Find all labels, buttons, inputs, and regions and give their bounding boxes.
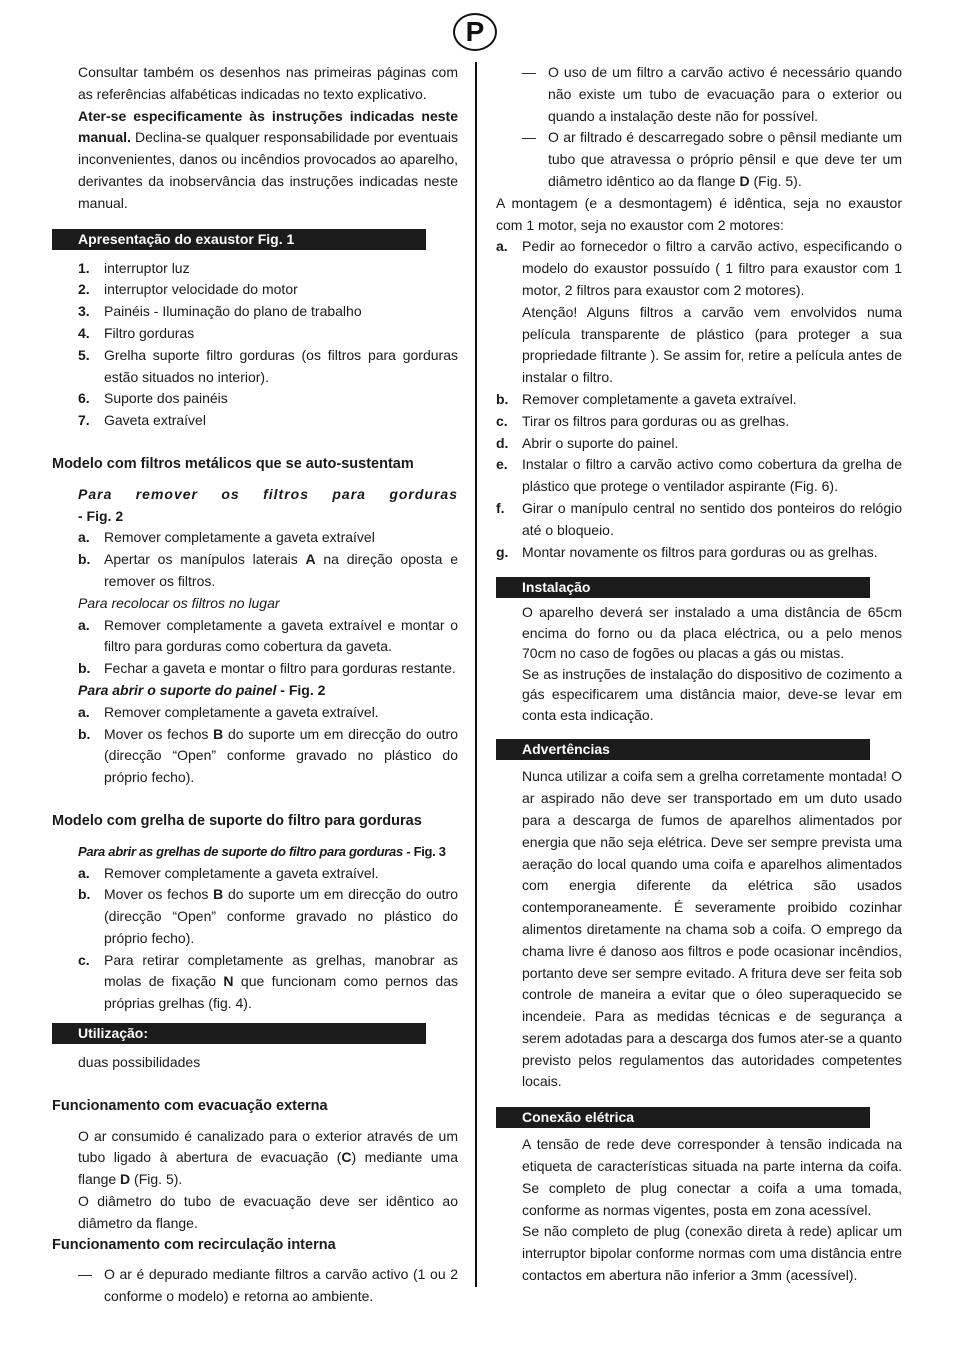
mounting-step — [496, 236, 902, 389]
grid-step-item — [52, 884, 458, 949]
remove-filters-fig: - Fig. 2 — [78, 507, 124, 524]
part-list-item — [52, 258, 458, 280]
mounting-paragraph: A montagem (e a desmontagem) é idêntica, seja no exaustor com 1 motor, seja no exaustor com 2 motores: — [496, 194, 902, 233]
external-evacuation-paragraph — [52, 1126, 458, 1191]
part-list-item — [52, 345, 458, 389]
item-text: Remover completamente a gaveta extraível. — [104, 864, 379, 881]
ext-ref-c: C — [341, 1149, 352, 1166]
open-step-item — [52, 702, 458, 724]
grid-step-item — [52, 950, 458, 1015]
item-marker: 5. — [78, 346, 90, 363]
section-title-usage: Utilização: — [52, 1023, 426, 1044]
disclaimer-paragraph — [52, 106, 458, 215]
remove-filters-title — [52, 484, 458, 528]
open-steps-list — [52, 702, 458, 789]
item-text: Tirar os filtros para gorduras ou as grelhas. — [522, 412, 790, 429]
item-text: Mover os fechos B do suporte um em direcção do outro (direcção “Open” conforme gravado no plástico do próprio fecho). — [104, 725, 458, 786]
model1-heading: Modelo com filtros metálicos que se auto-sustentam — [52, 455, 414, 472]
mounting-step — [496, 454, 902, 498]
item-text: Instalar o filtro a carvão activo como cobertura da grelha de plástico que protege o ventilador aspirante (Fig. 6). — [522, 456, 902, 495]
item-text: Fechar a gaveta e montar o filtro para gorduras restante. — [104, 660, 456, 677]
item-text: Mover os fechos B do suporte um em direcção do outro (direcção “Open” conforme gravado no plástico do próprio fecho). — [104, 886, 458, 946]
item-marker: b. — [78, 551, 91, 568]
item-marker: 7. — [78, 412, 90, 429]
replace-step-item — [52, 658, 458, 680]
item-text: interruptor velocidade do motor — [104, 281, 298, 298]
part-list-item — [52, 410, 458, 432]
recirculation-text: O ar é depurado mediante filtros a carvão activo (1 ou 2 conforme o modelo) e retorna ao ambiente. — [104, 1266, 458, 1305]
dash-symbol: — — [522, 64, 536, 80]
item-text: Montar novamente os filtros para gorduras ou as grelhas. — [522, 543, 878, 560]
item-text: Grelha suporte filtro gorduras (os filtros para gorduras estão situados no interior). — [104, 346, 458, 385]
section-title-electrical: Conexão elétrica — [496, 1107, 870, 1128]
item-text: Filtro gorduras — [104, 324, 195, 341]
section-title-installation: Instalação — [496, 577, 870, 598]
filtered-air-text-a: O ar filtrado é descarregado sobre o pênsil mediante um tubo que atravessa o próprio pênsil e que deve ter um diâmetro idêntico ao da flange — [548, 129, 902, 189]
part-list-item — [52, 279, 458, 301]
item-text: Apertar os manípulos laterais A na direção oposta e remover os filtros. — [104, 551, 459, 589]
open-panel-title — [52, 680, 458, 702]
step-text — [522, 236, 902, 389]
item-text: Remover completamente a gaveta extraível e montar o filtro para gorduras como cobertura da gaveta. — [104, 616, 458, 655]
usage-intro: duas possibilidades — [78, 1054, 201, 1071]
item-marker: a. — [78, 864, 90, 881]
external-evacuation-heading: Funcionamento com evacuação externa — [52, 1097, 328, 1114]
warnings-paragraph: Nunca utilizar a coifa sem a grelha corretamente montada! O ar aspirado não deve ser transportado em um duto usado para a descarga de fumos de aparelhos alimentados por energia que não seja elétrica. Deve ser sempre prevista uma aeração do local quando uma coifa e aparelhos alimentados com energia diferente da elétrica são usados contemporaneamente. É severamente proibido cozinhar alimentos diretamente na chama sob a coifa. O emprego da chama livre é danoso aos filtros e pode ocasionar incêndios, portanto deve ser sempre evitado. A fritura deve ser feita sob controle de maneira a evitar que o óleo superaquecido se incendeie. Para as medidas técnicas e de segurança a serem adotadas para a descarga dos fumos ater-se a quanto previsto pelos regulamentos das autoridades competentes locais. — [522, 768, 902, 1090]
installation-paragraph-2: Se as instruções de instalação do dispositivo de cozimento a gás especificarem uma distância maior, deve-se levar em conta esta indicação. — [522, 665, 902, 723]
section-title-presentation: Apresentação do exaustor Fig. 1 — [52, 229, 426, 250]
section-title-warnings: Advertências — [496, 739, 870, 760]
tube-diameter-paragraph: O diâmetro do tubo de evacuação deve ser idêntico ao diâmetro da flange. — [78, 1193, 458, 1231]
filtered-air-text-c: (Fig. 5). — [749, 172, 802, 189]
mounting-step — [496, 542, 902, 564]
item-marker: c. — [496, 412, 508, 429]
item-marker: a. — [78, 529, 90, 546]
part-list-item — [52, 388, 458, 410]
column-divider — [475, 62, 477, 1287]
mounting-steps-list — [496, 389, 902, 563]
open-panel-italic: Para abrir o suporte do painel — [78, 681, 277, 698]
item-marker: b. — [496, 390, 509, 407]
disclaimer-bold: Ater-se especificamente às instruções indicadas neste manual. — [78, 107, 458, 146]
dash-symbol: — — [522, 129, 536, 146]
item-marker: g. — [496, 543, 509, 560]
mounting-step — [496, 411, 902, 433]
part-list-item — [52, 301, 458, 323]
part-list-item — [52, 323, 458, 345]
item-marker: a. — [78, 616, 90, 633]
item-marker: c. — [78, 951, 90, 968]
item-marker: b. — [78, 660, 91, 677]
item-text: Gaveta extraível — [104, 412, 206, 429]
remove-step-item — [52, 549, 458, 593]
internal-recirculation-heading: Funcionamento com recirculação interna — [52, 1236, 336, 1253]
electrical-paragraph-2: Se não completo de plug (conexão direta à rede) aplicar um interruptor bipolar conforme normas com uma distância entre contactos em abertura não inferior a 3mm (acessível). — [522, 1223, 902, 1284]
open-step-item — [52, 724, 458, 789]
ext-ref-d: D — [120, 1171, 131, 1188]
right-column — [496, 62, 902, 1287]
filtered-air-text — [548, 127, 902, 192]
language-code: P — [465, 16, 485, 47]
item-text: Remover completamente a gaveta extraível. — [104, 703, 379, 720]
step-letter: a. — [496, 238, 508, 255]
dash-symbol: — — [78, 1266, 92, 1283]
item-marker: 2. — [78, 281, 90, 298]
mount-a-text: Pedir ao fornecedor o filtro a carvão activo, especificando o modelo do exaustor possuído ( 1 filtro para exaustor com 1 motor, 2 filtros para exaustor com 2 motores). — [522, 238, 902, 298]
open-grid-fig: - Fig. 3 — [402, 843, 446, 859]
ext-text-a: O ar consumido é canalizado para o exterior através de um tubo ligado à abertura de evacuação ( — [78, 1127, 458, 1166]
item-marker: b. — [78, 725, 91, 742]
replace-steps-list — [52, 615, 458, 680]
installation-paragraph-1: O aparelho deverá ser instalado a uma distância de 65cm encima do forno ou da placa eléctrica, ou a pelo menos 70cm no caso de fogões ou placas a gás ou mistas. — [522, 604, 902, 662]
item-text: Remover completamente a gaveta extraível. — [522, 390, 797, 407]
open-grid-italic: Para abrir as grelhas de suporte do filtro para gorduras — [78, 843, 403, 859]
mounting-step — [496, 433, 902, 455]
electrical-paragraph-1: A tensão de rede deve corresponder à tensão indicada na etiqueta de características situada na parte interna da coifa. Se completo de plug conectar a coifa a uma tomada, conforme as normas vigentes, posta em zona acessível. — [522, 1136, 902, 1218]
item-text: Suporte dos painéis — [104, 390, 228, 407]
remove-steps-list — [52, 527, 458, 592]
carbon-filter-dash-item — [496, 62, 902, 127]
remove-filters-italic: Para remover os filtros para gorduras — [78, 485, 458, 502]
intro-paragraph: Consultar também os desenhos nas primeiras páginas com as referências alfabéticas indicadas no texto explicativo. — [78, 64, 458, 102]
item-text: interruptor luz — [104, 259, 190, 276]
carbon-filter-text: O uso de um filtro a carvão activo é necessário quando não existe um tubo de evacuação para o exterior ou quando a instalação deste não for possível. — [548, 64, 902, 124]
item-marker: 3. — [78, 303, 90, 320]
open-panel-fig: - Fig. 2 — [276, 681, 326, 698]
replace-step-item — [52, 615, 458, 659]
item-marker: 6. — [78, 390, 90, 407]
mounting-step — [496, 389, 902, 411]
item-text: Abrir o suporte do painel. — [522, 434, 679, 451]
replace-filters-title: Para recolocar os filtros no lugar — [78, 594, 280, 611]
filtered-air-ref-d: D — [739, 172, 750, 189]
remove-step-item — [52, 527, 458, 549]
recirculation-dash-item — [52, 1264, 458, 1308]
item-marker: b. — [78, 886, 91, 903]
mounting-step — [496, 498, 902, 542]
item-marker: f. — [496, 499, 505, 516]
language-badge — [453, 13, 497, 51]
item-marker: 4. — [78, 324, 90, 341]
grid-step-item — [52, 863, 458, 885]
item-marker: d. — [496, 434, 509, 451]
item-text: Remover completamente a gaveta extraível — [104, 529, 375, 546]
model2-heading: Modelo com grelha de suporte do filtro para gorduras — [52, 812, 422, 829]
item-marker: a. — [78, 703, 90, 720]
disclaimer-text: Declina-se qualquer responsabilidade por eventuais inconvenientes, danos ou incêndios provocados ao aparelho, derivantes da inobservância das instruções indicadas neste manual. — [78, 129, 458, 211]
ext-text-c: ) mediante uma flange — [78, 1149, 458, 1188]
ext-text-e: (Fig. 5). — [130, 1171, 183, 1188]
open-grid-title — [52, 841, 458, 863]
grid-steps-list — [52, 863, 458, 1016]
mount-a-warning: Atenção! Alguns filtros a carvão vem envolvidos numa película transparente de plástico (para proteger a sua propriedade filtrante ). Se assim for, retire a película antes de instalar o filtro. — [522, 303, 902, 386]
filtered-air-dash-item — [496, 127, 902, 192]
item-marker: 1. — [78, 259, 90, 276]
item-marker: e. — [496, 456, 508, 473]
item-text: Painéis - Iluminação do plano de trabalho — [104, 303, 362, 320]
parts-list — [52, 258, 458, 432]
item-text: Girar o manípulo central no sentido dos ponteiros do relógio até o bloqueio. — [522, 499, 902, 538]
left-column — [52, 62, 458, 1308]
item-text: Para retirar completamente as grelhas, manobrar as molas de fixação N que funcionam como pernos das próprias grelhas (fig. 4). — [104, 951, 459, 1012]
